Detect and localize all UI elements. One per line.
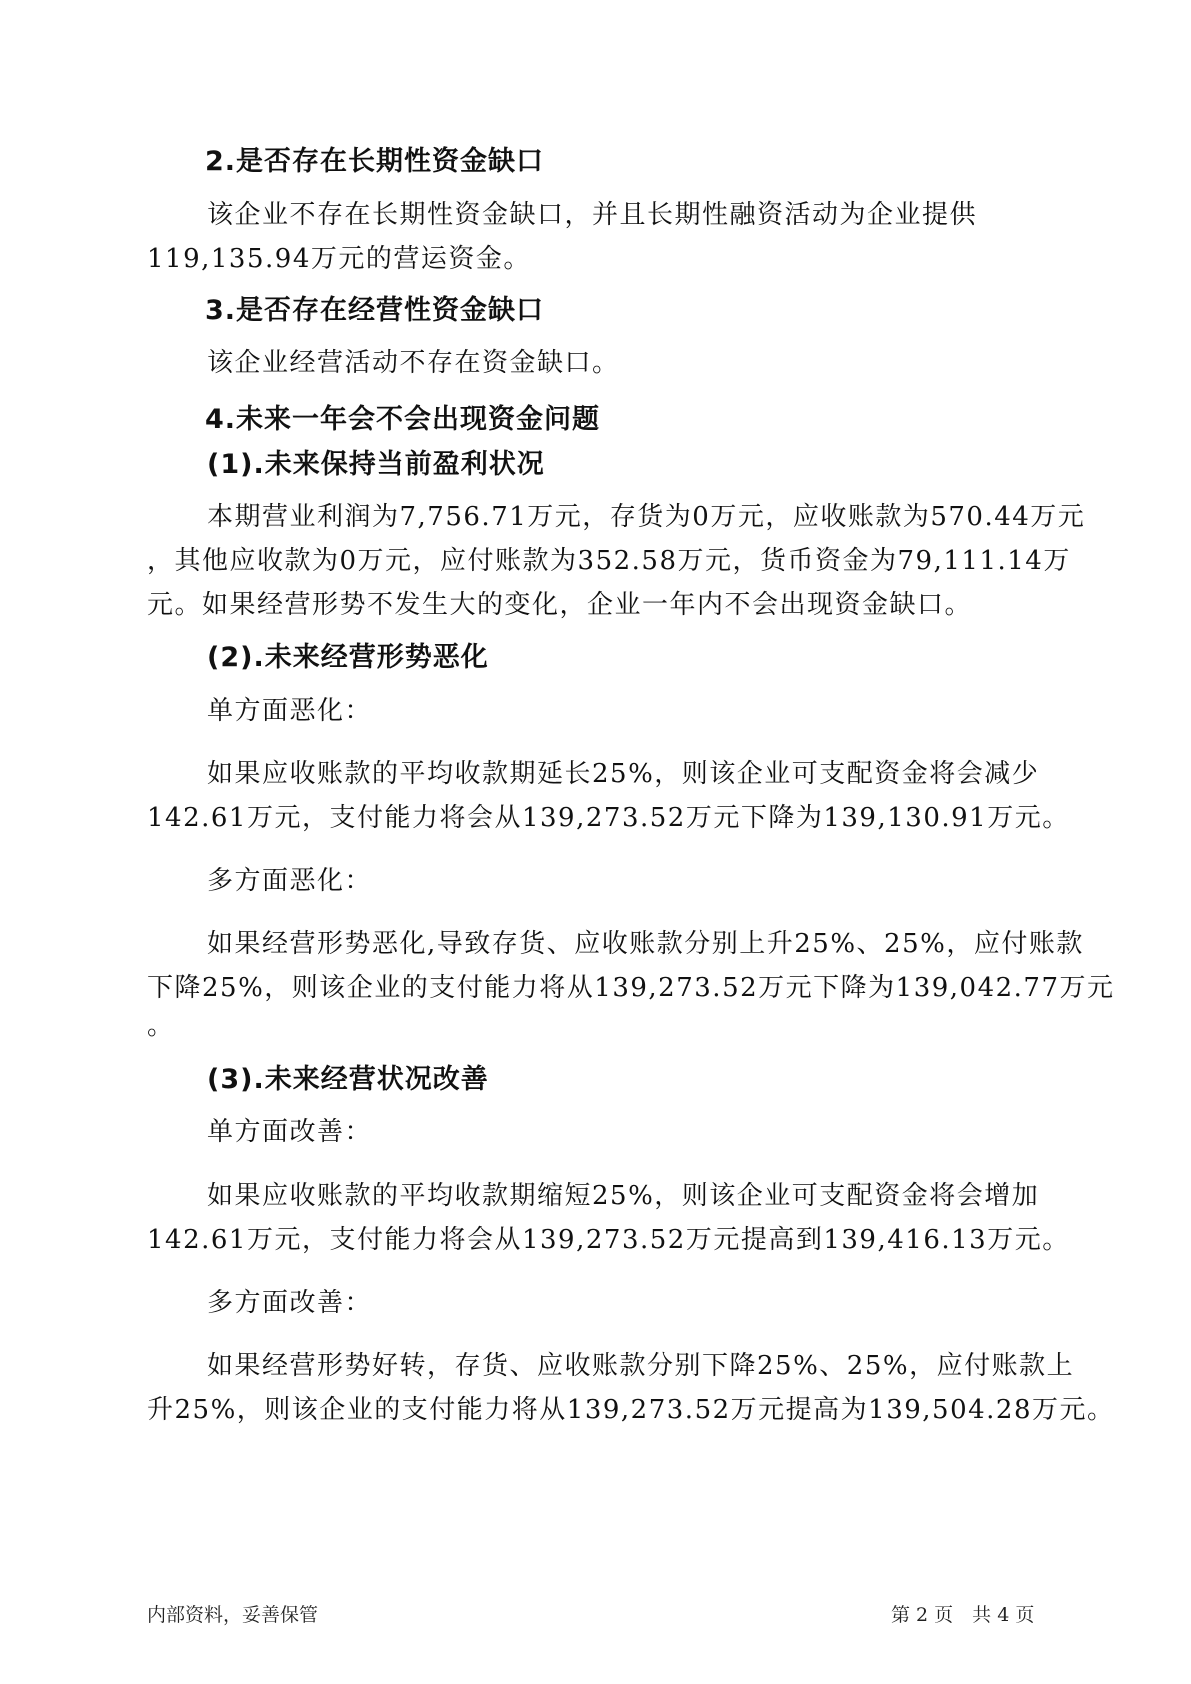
- paragraph-line: 该企业不存在长期性资金缺口，并且长期性融资活动为企业提供: [207, 200, 978, 230]
- single-deterioration-label: 单方面恶化：: [207, 696, 373, 726]
- section-heading-2: 2.是否存在长期性资金缺口: [205, 146, 545, 177]
- section-heading-3: 3.是否存在经营性资金缺口: [205, 295, 545, 326]
- multi-deterioration-label: 多方面恶化：: [207, 866, 373, 896]
- paragraph-line: 142.61万元，支付能力将会从139,273.52万元下降为139,130.91万元。: [147, 803, 1070, 833]
- paragraph-line: 如果应收账款的平均收款期延长25%，则该企业可支配资金将会减少: [207, 759, 1040, 789]
- paragraph-line: 本期营业利润为7,756.71万元，存货为0万元，应收账款为570.44万元: [207, 502, 1086, 532]
- section-heading-4: 4.未来一年会不会出现资金问题: [205, 404, 601, 435]
- multi-improvement-label: 多方面改善：: [207, 1288, 373, 1318]
- paragraph-line: 如果经营形势恶化,导致存货、应收账款分别上升25%、25%，应付账款: [207, 929, 1084, 959]
- single-improvement-label: 单方面改善：: [207, 1117, 373, 1147]
- paragraph-line: 该企业经营活动不存在资金缺口。: [207, 348, 620, 378]
- footer-page-number: 第 2 页 共 4 页: [891, 1604, 1035, 1626]
- paragraph-line: 如果经营形势好转，存货、应收账款分别下降25%、25%，应付账款上: [207, 1351, 1075, 1381]
- paragraph-line: 142.61万元，支付能力将会从139,273.52万元提高到139,416.13万元。: [147, 1225, 1070, 1255]
- paragraph-line: 119,135.94万元的营运资金。: [147, 244, 531, 274]
- paragraph-line: 。: [147, 1011, 175, 1041]
- paragraph-line: 元。如果经营形势不发生大的变化，企业一年内不会出现资金缺口。: [147, 590, 973, 620]
- subsection-heading-3: (3).未来经营状况改善: [207, 1064, 489, 1095]
- subsection-heading-2: (2).未来经营形势恶化: [207, 642, 489, 673]
- footer-confidential-note: 内部资料，妥善保管: [147, 1604, 319, 1626]
- paragraph-line: ，其他应收款为0万元，应付账款为352.58万元，货币资金为79,111.14万: [147, 546, 1071, 576]
- subsection-heading-1: (1).未来保持当前盈利状况: [207, 449, 545, 480]
- paragraph-line: 升25%，则该企业的支付能力将从139,273.52万元提高为139,504.28万元。: [147, 1395, 1115, 1425]
- paragraph-line: 下降25%，则该企业的支付能力将从139,273.52万元下降为139,042.77万元: [147, 973, 1115, 1003]
- paragraph-line: 如果应收账款的平均收款期缩短25%，则该企业可支配资金将会增加: [207, 1181, 1040, 1211]
